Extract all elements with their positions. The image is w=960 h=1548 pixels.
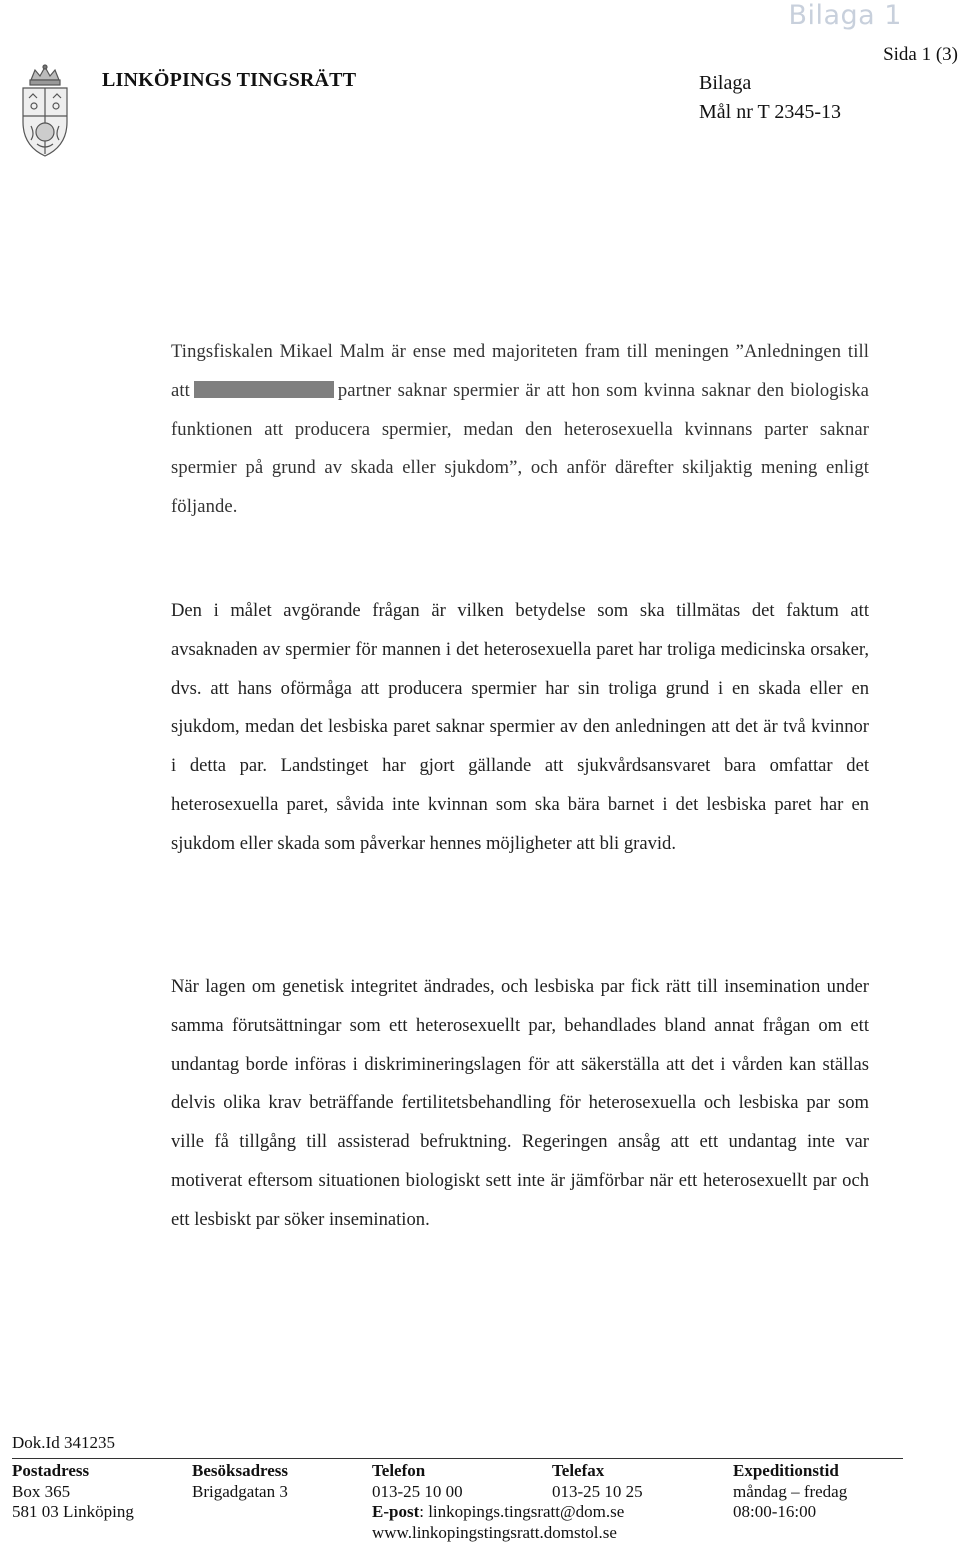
redaction-box (194, 381, 334, 398)
email-address: : linkopings.tingsratt@dom.se (419, 1502, 625, 1521)
paragraph-text: partner saknar spermier är att hon som kvinna saknar den biologiska funktionen att producera spermier, medan den heterosexuella kvinnans parter saknar spermier på grund av skada eller sjukdom”, och anför därefter skiljaktig mening enligt följande. (171, 379, 869, 518)
document-id: Dok.Id 341235 (12, 1433, 115, 1452)
dissent-intro-paragraph (171, 333, 869, 527)
case-number: Mål nr T 2345-13 (699, 101, 842, 123)
footer-value: Box 365 (12, 1481, 71, 1501)
argument-paragraph (171, 592, 869, 864)
footer-fax (552, 1461, 643, 1502)
footer-office-hours (733, 1461, 847, 1523)
legislation-paragraph (171, 968, 869, 1240)
paragraph-text: Tingsfiskalen Mikael Malm är ense med majoriteten fram till meningen ”Anledningen till att (171, 341, 869, 401)
footer-website-link[interactable]: www.linkopingstingsratt.domstol.se (372, 1522, 617, 1542)
footer-value: 581 03 Linköping (12, 1502, 134, 1521)
footer-value: 013-25 10 25 (552, 1481, 643, 1501)
page-number: Sida 1 (3) (883, 44, 958, 65)
footer-heading: Expeditionstid (733, 1461, 839, 1480)
footer-heading: Besöksadress (192, 1461, 289, 1480)
footer-value: 08:00-16:00 (733, 1502, 817, 1521)
footer-postal-address (12, 1461, 134, 1523)
paragraph-text: Den i målet avgörande frågan är vilken betydelse som ska tillmätas det faktum att avsaknaden av spermier för mannen i det heterosexuella paret har troliga medicinska orsaker, dvs. att hans oförmåga att producera spermier har sin troliga grund i en skada eller en sjukdom, medan det lesbiska paret saknar spermier av den anledningen att det är två kvinnor i detta par. Landstinget har gjort gällande att sjukvårdsansvaret bara omfattar det heterosexuella paret, såvida inte kvinnan som ska bära barnet i det lesbiska paret har en sjukdom eller skada som påverkar hennes möjligheter att bli gravid. (171, 600, 869, 854)
footer-heading: Telefon (372, 1461, 426, 1480)
annex-label: Bilaga (699, 72, 752, 94)
court-name: LINKÖPINGS TINGSRÄTT (102, 69, 357, 91)
footer-value: Brigadgatan 3 (192, 1481, 288, 1501)
annex-header (699, 69, 841, 127)
footer-divider (12, 1458, 903, 1459)
footer-heading: Postadress (12, 1461, 90, 1480)
footer-heading: Telefax (552, 1461, 605, 1480)
watermark-text: Bilaga 1 (788, 0, 902, 31)
footer-value: måndag – fredag (733, 1481, 848, 1501)
swedish-court-crest-icon (17, 64, 73, 160)
footer-email[interactable] (372, 1502, 624, 1523)
footer-visiting-address (192, 1461, 288, 1502)
email-label: E-post (372, 1502, 420, 1521)
footer-value: 013-25 10 00 (372, 1481, 463, 1501)
paragraph-text: När lagen om genetisk integritet ändrades, och lesbiska par fick rätt till insemination under samma förutsättningar som ett heterosexuellt par, behandlades bland annat frågan om ett undantag borde införas i diskrimineringslagen för att säkerställa att det i vården kan ställas delvis olika krav beträffande fertilitetsbehandling för heterosexuella och lesbiska par som ville få tillgång till assisterad befruktning. Regeringen ansåg att ett undantag inte var motiverat eftersom situationen biologiskt sett inte är jämförbar när ett heterosexuellt par och ett lesbiskt par söker insemination. (171, 976, 869, 1230)
